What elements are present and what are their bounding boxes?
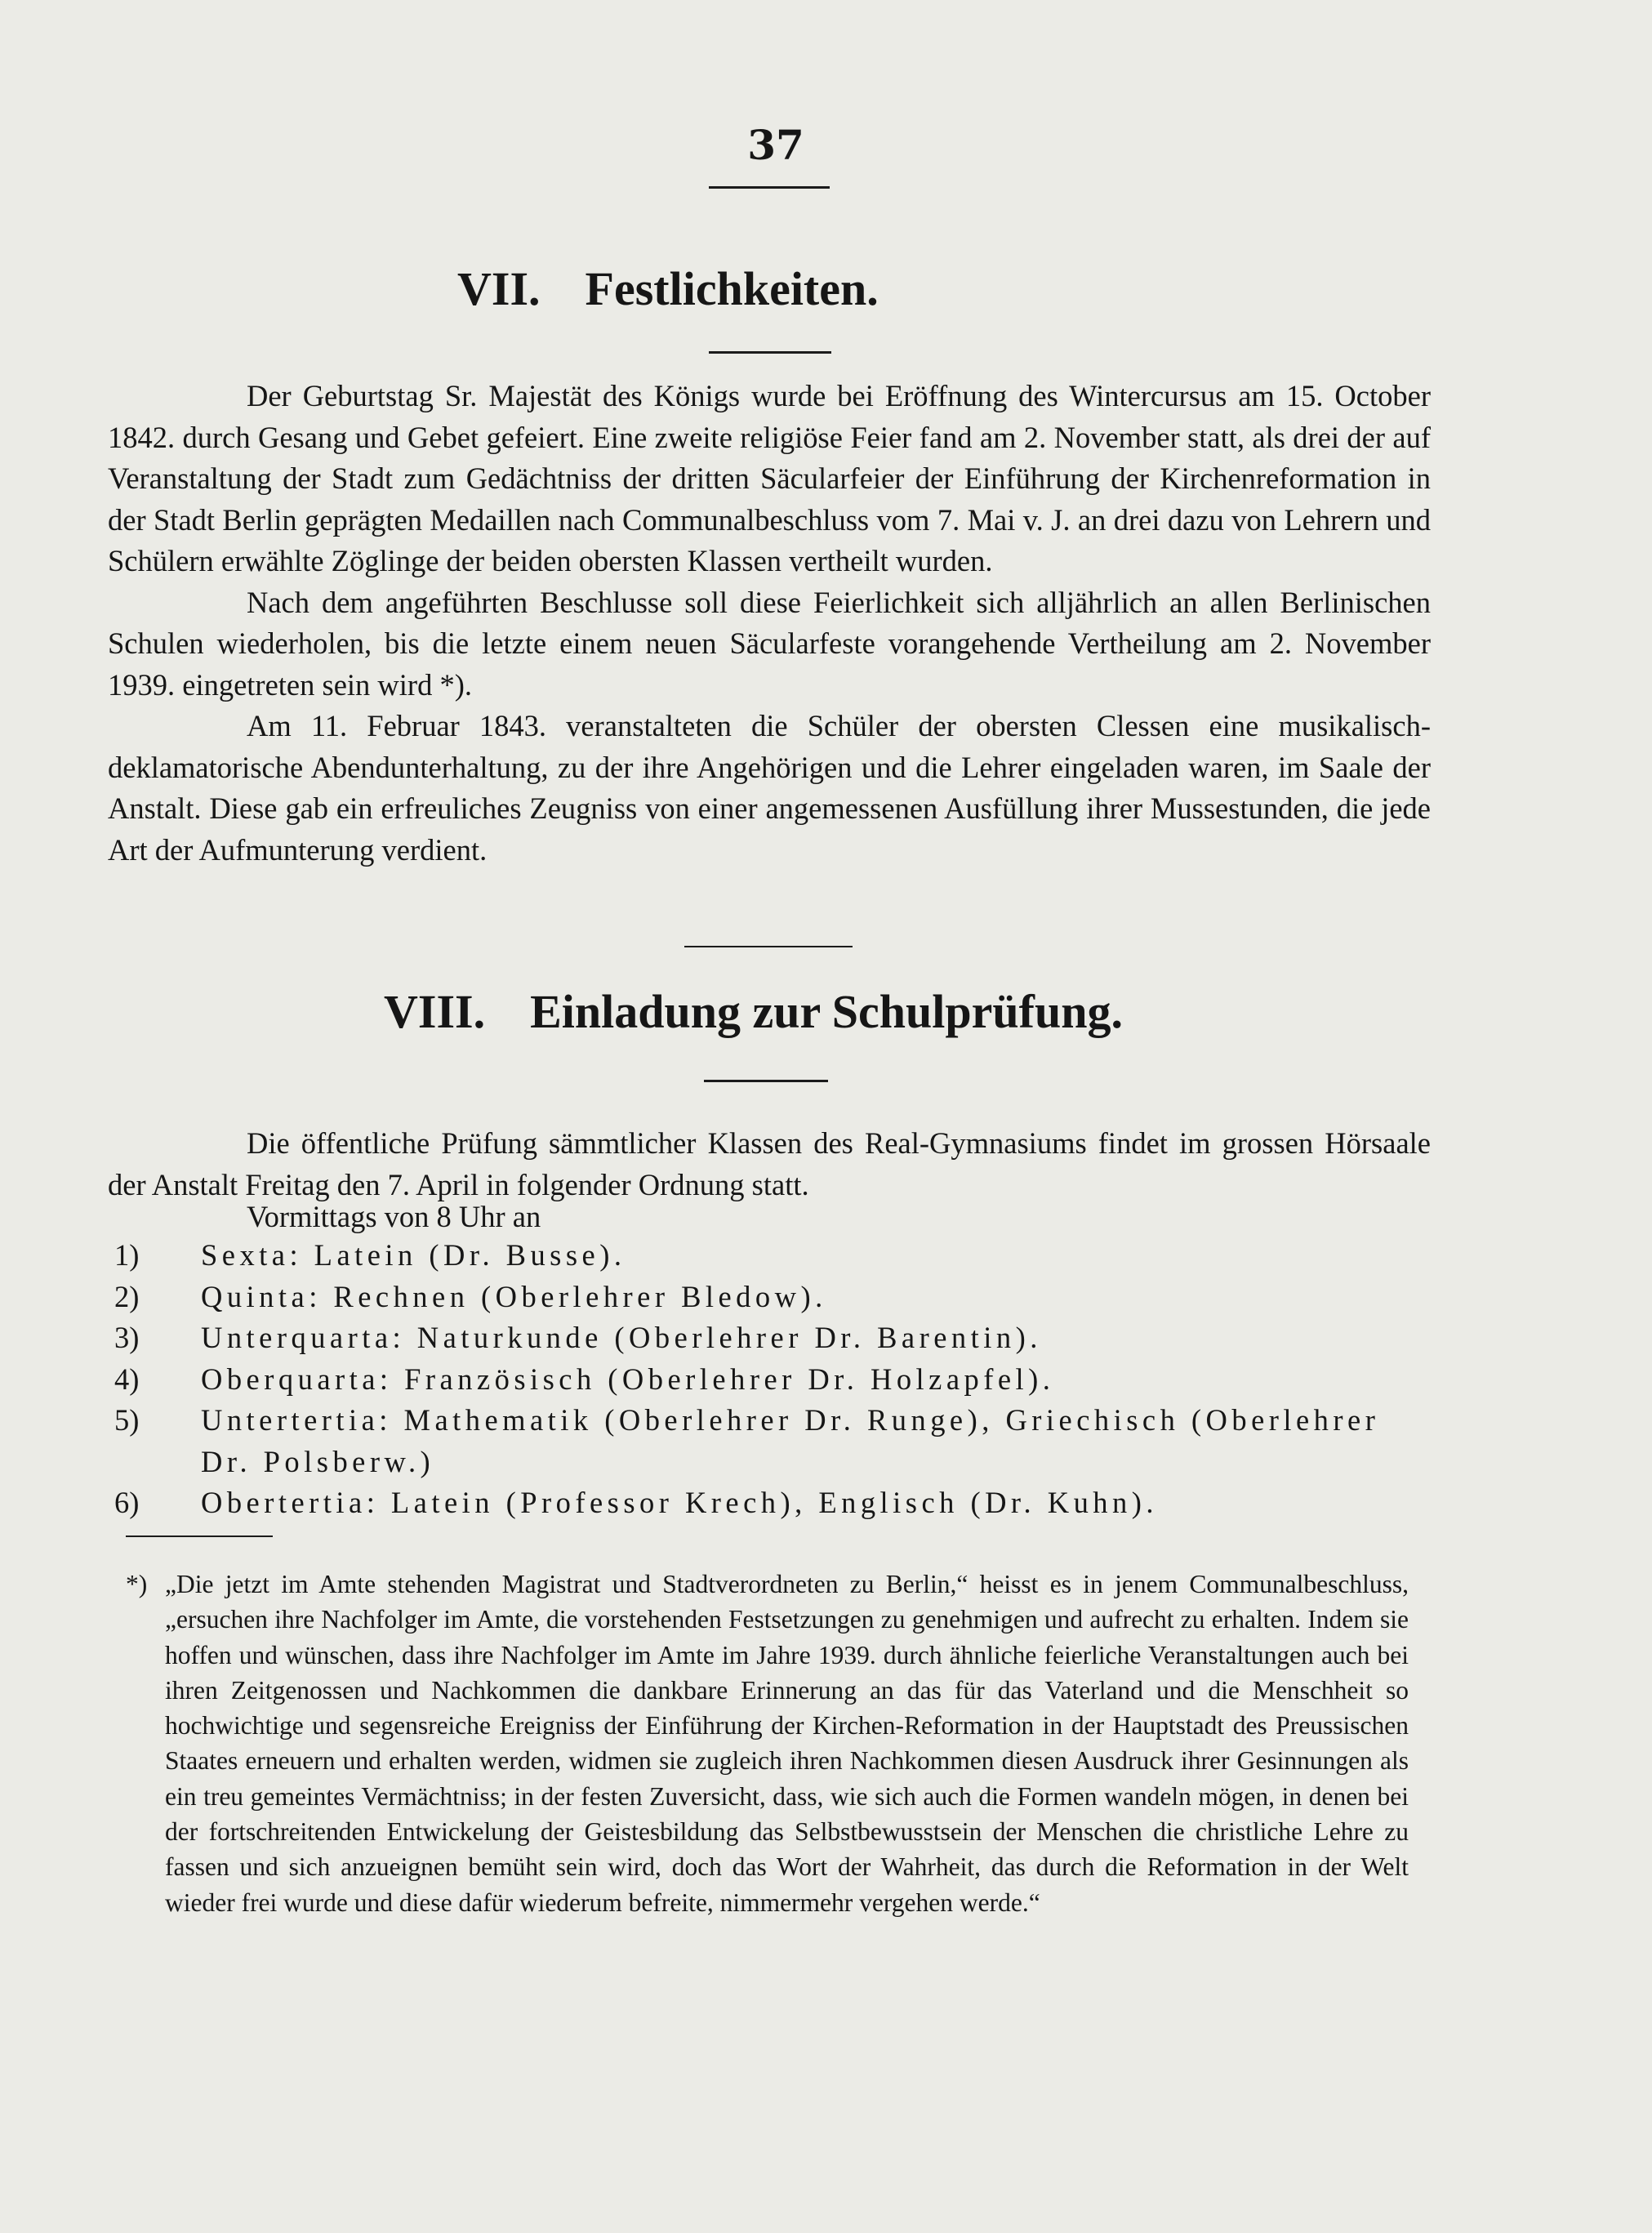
exam-text: Oberquarta: Französisch (Oberlehrer Dr. Holzapfel).	[201, 1362, 1055, 1396]
exam-text: Untertertia: Mathematik (Oberlehrer Dr. Runge), Griechisch (Oberlehrer Dr. Polsberw.)	[201, 1403, 1380, 1478]
exam-number: 1)	[114, 1238, 140, 1272]
section-8-heading	[384, 984, 1123, 1039]
exam-number: 2)	[114, 1279, 140, 1313]
exam-item	[114, 1359, 1437, 1401]
section-8-intro	[108, 1123, 1431, 1206]
section-7-number: VII.	[457, 262, 541, 315]
section-8-number: VIII.	[384, 985, 486, 1038]
section-divider	[684, 946, 853, 947]
section-8-title: Einladung zur Schulprüfung.	[530, 985, 1123, 1038]
exam-number: 4)	[114, 1362, 140, 1396]
exam-item	[114, 1400, 1437, 1482]
footnote	[126, 1567, 1409, 1920]
footnote-rule	[126, 1535, 273, 1537]
exam-text: Sexta: Latein (Dr. Busse).	[201, 1238, 626, 1272]
exam-text: Unterquarta: Naturkunde (Oberlehrer Dr. Barentin).	[201, 1321, 1042, 1354]
paragraph: Am 11. Februar 1843. veranstalteten die Schüler der obersten Clessen eine musikalisch-deklamatorische Abendunterhaltung, zu der ihre Angehörigen und die Lehrer eingeladen waren, im Saale der Anstalt. Diese gab ein erfreuliches Zeugniss von einer angemessenen Ausfüllung ihrer Mussestunden, die jede Art der Aufmunterung verdient.	[108, 709, 1431, 867]
exam-text: Quinta: Rechnen (Oberlehrer Bledow).	[201, 1279, 827, 1313]
paragraph: Nach dem angeführten Beschlusse soll diese Feierlichkeit sich alljährlich an allen Berlinischen Schulen wiederholen, bis die letzte einem neuen Säcularfeste vorangehende Vertheilung am 2. November 1939. eingetreten sein wird *).	[108, 585, 1431, 702]
exam-item	[114, 1482, 1437, 1524]
exam-number: 5)	[114, 1403, 140, 1437]
page-number: 37	[747, 121, 804, 169]
exam-number: 6)	[114, 1486, 140, 1519]
exam-text: Obertertia: Latein (Professor Krech), Englisch (Dr. Kuhn).	[201, 1486, 1158, 1519]
exam-item	[114, 1277, 1437, 1318]
exam-schedule	[114, 1235, 1437, 1524]
paragraph: Die öffentliche Prüfung sämmtlicher Klassen des Real-Gymnasiums findet im grossen Hörsaale der Anstalt Freitag den 7. April in folgender Ordnung statt.	[108, 1126, 1431, 1201]
section-7-rule	[709, 351, 831, 354]
footnote-text: „Die jetzt im Amte stehenden Magistrat und Stadtverordneten zu Berlin,“ heisst es in jenem Communalbeschluss, „ersuchen ihre Nachfolger im Amte, die vorstehenden Festsetzungen zu genehmigen und aufrecht zu erhalten. Indem sie hoffen und wünschen, dass ihre Nachfolger im Amte im Jahre 1939. durch ähnliche feierliche Veranstaltungen auch bei ihren Zeitgenossen und Nachkommen die dankbare Erinnerung an das für das Vaterland und die Menschheit so hochwichtige und segensreiche Ereigniss der Einführung der Kirchen-Reformation in der Hauptstadt des Preussischen Staates erneuern und erhalten werden, widmen sie zugleich ihren Nachkommen diesen Ausdruck ihrer Gesinnungen als ein treu gemeintes Vermächtniss; in der festen Zuversicht, dass, wie sich auch die Formen wandeln mögen, in denen bei der fortschreitenden Entwickelung der Geistesbildung das Selbstbewusstsein der Menschen die christliche Lehre zu fassen und sich anzueignen bemüht sein wird, doch das Wort der Wahrheit, das durch die Reformation in der Welt wieder frei wurde und diese dafür wiederum befreite, nimmermehr vergehen werde.“	[165, 1570, 1409, 1917]
section-7-body	[108, 376, 1431, 871]
exam-number: 3)	[114, 1321, 140, 1354]
exam-item	[114, 1317, 1437, 1359]
footnote-marker: *)	[126, 1570, 148, 1598]
section-7-heading	[457, 261, 879, 316]
schedule-heading: Vormittags von 8 Uhr an	[247, 1200, 541, 1233]
page-number-rule	[709, 186, 830, 189]
exam-item	[114, 1235, 1437, 1277]
paragraph: Der Geburtstag Sr. Majestät des Königs wurde bei Eröffnung des Wintercursus am 15. October 1842. durch Gesang und Gebet gefeiert. Eine zweite religiöse Feier fand am 2. November statt, als drei der auf Veranstaltung der Stadt zum Gedächtniss der dritten Säcularfeier der Einführung der Kirchenreformation in der Stadt Berlin geprägten Medaillen nach Communalbeschluss vom 7. Mai v. J. an drei dazu von Lehrern und Schülern erwählte Zöglinge der beiden obersten Klassen vertheilt wurden.	[108, 379, 1431, 577]
section-7-title: Festlichkeiten.	[585, 262, 879, 315]
section-8-rule	[704, 1080, 828, 1082]
